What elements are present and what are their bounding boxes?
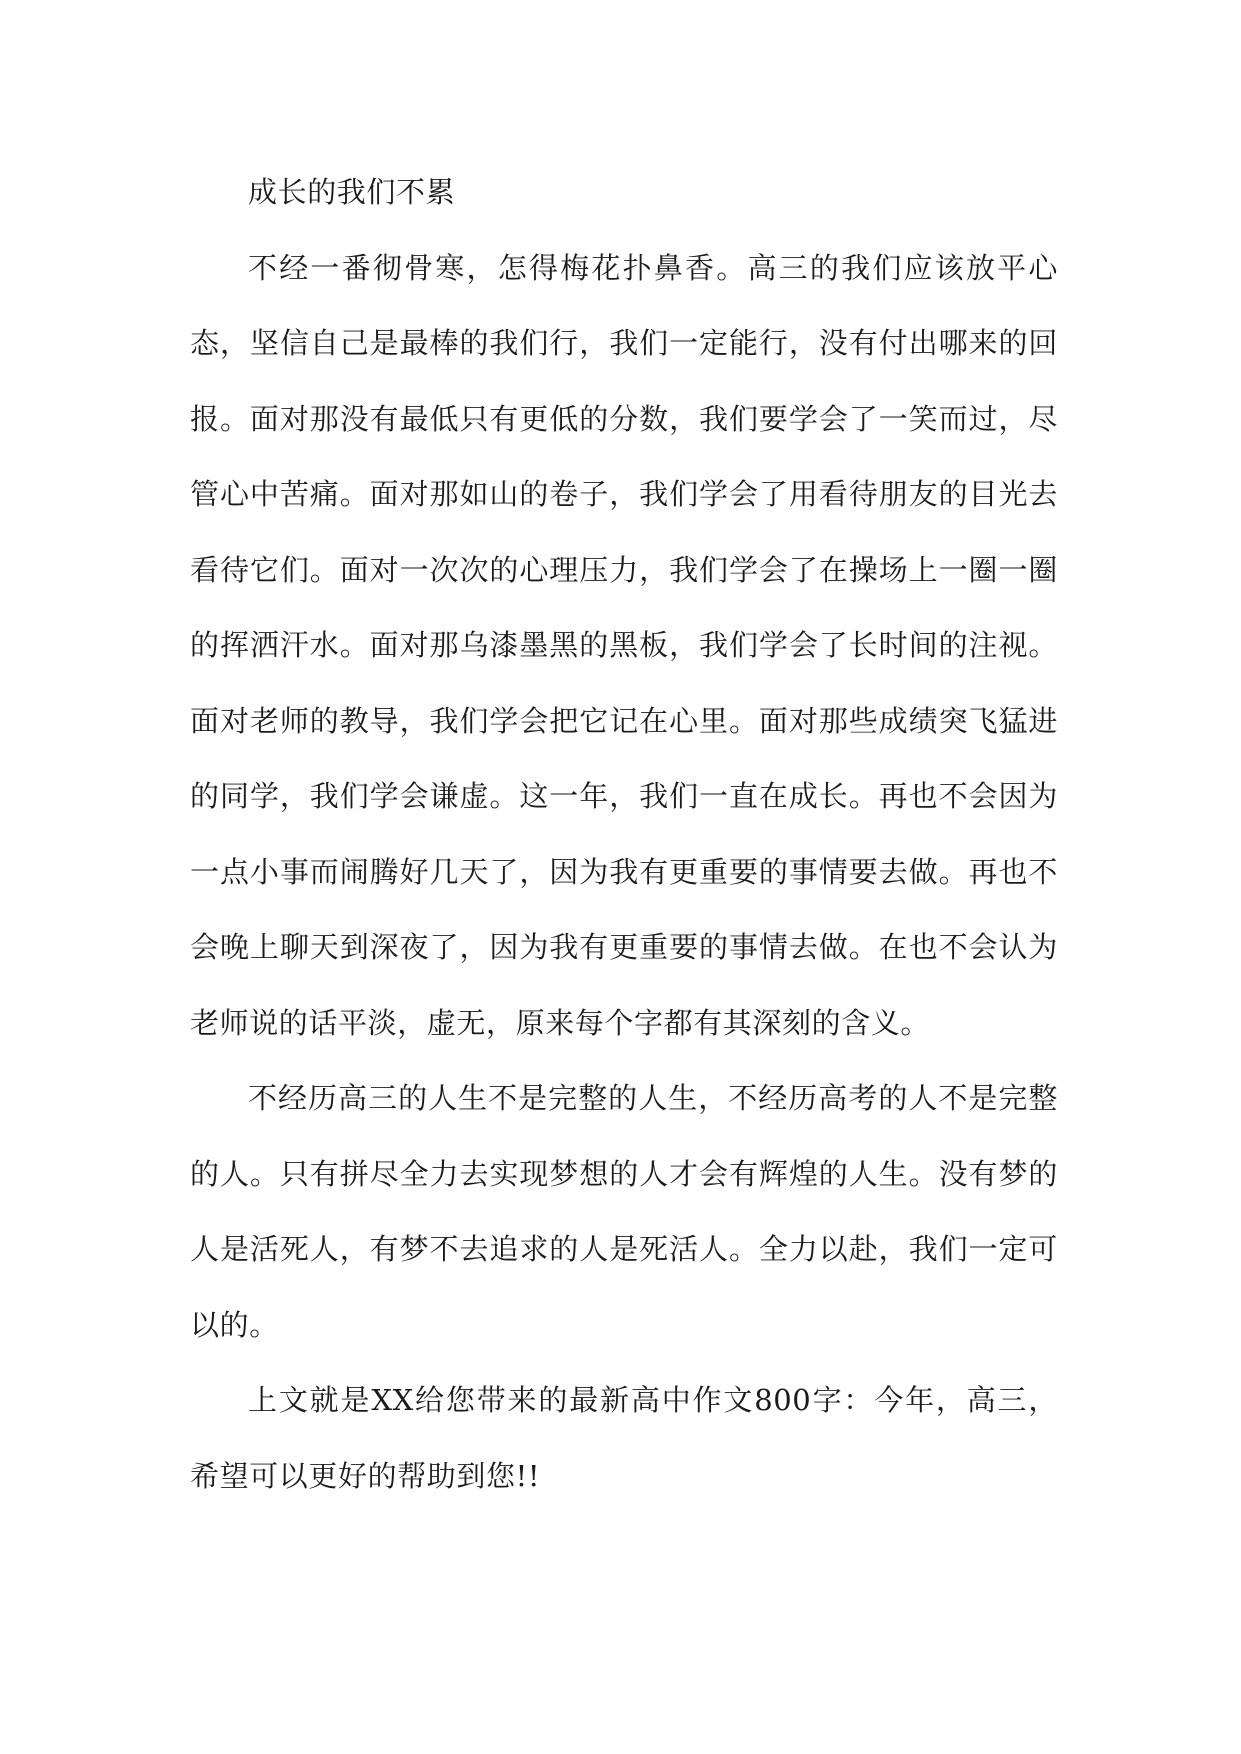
- paragraph-3: 上文就是XX给您带来的最新高中作文800字：今年，高三，希望可以更好的帮助到您!!: [190, 1383, 1058, 1493]
- paragraph-2: 不经历高三的人生不是完整的人生，不经历高考的人不是完整的人。只有拼尽全力去实现梦想的人才会有辉煌的人生。没有梦的人是活死人，有梦不去追求的人是死活人。全力以赴，我们一定可以的。: [190, 1081, 1058, 1342]
- document-title: 成长的我们不累: [248, 175, 456, 209]
- document-body: [190, 155, 1058, 1514]
- paragraph-1: 不经一番彻骨寒，怎得梅花扑鼻香。高三的我们应该放平心态，坚信自己是最棒的我们行，我们一定能行，没有付出哪来的回报。面对那没有最低只有更低的分数，我们要学会了一笑而过，尽管心中苦痛。面对那如山的卷子，我们学会了用看待朋友的目光去看待它们。面对一次次的心理压力，我们学会了在操场上一圈一圈的挥洒汗水。面对那乌漆墨黑的黑板，我们学会了长时间的注视。面对老师的教导，我们学会把它记在心里。面对那些成绩突飞猛进的同学，我们学会谦虚。这一年，我们一直在成长。再也不会因为一点小事而闹腾好几天了，因为我有更重要的事情要去做。再也不会晚上聊天到深夜了，因为我有更重要的事情去做。在也不会认为老师说的话平淡，虚无，原来每个字都有其深刻的含义。: [190, 250, 1058, 1040]
